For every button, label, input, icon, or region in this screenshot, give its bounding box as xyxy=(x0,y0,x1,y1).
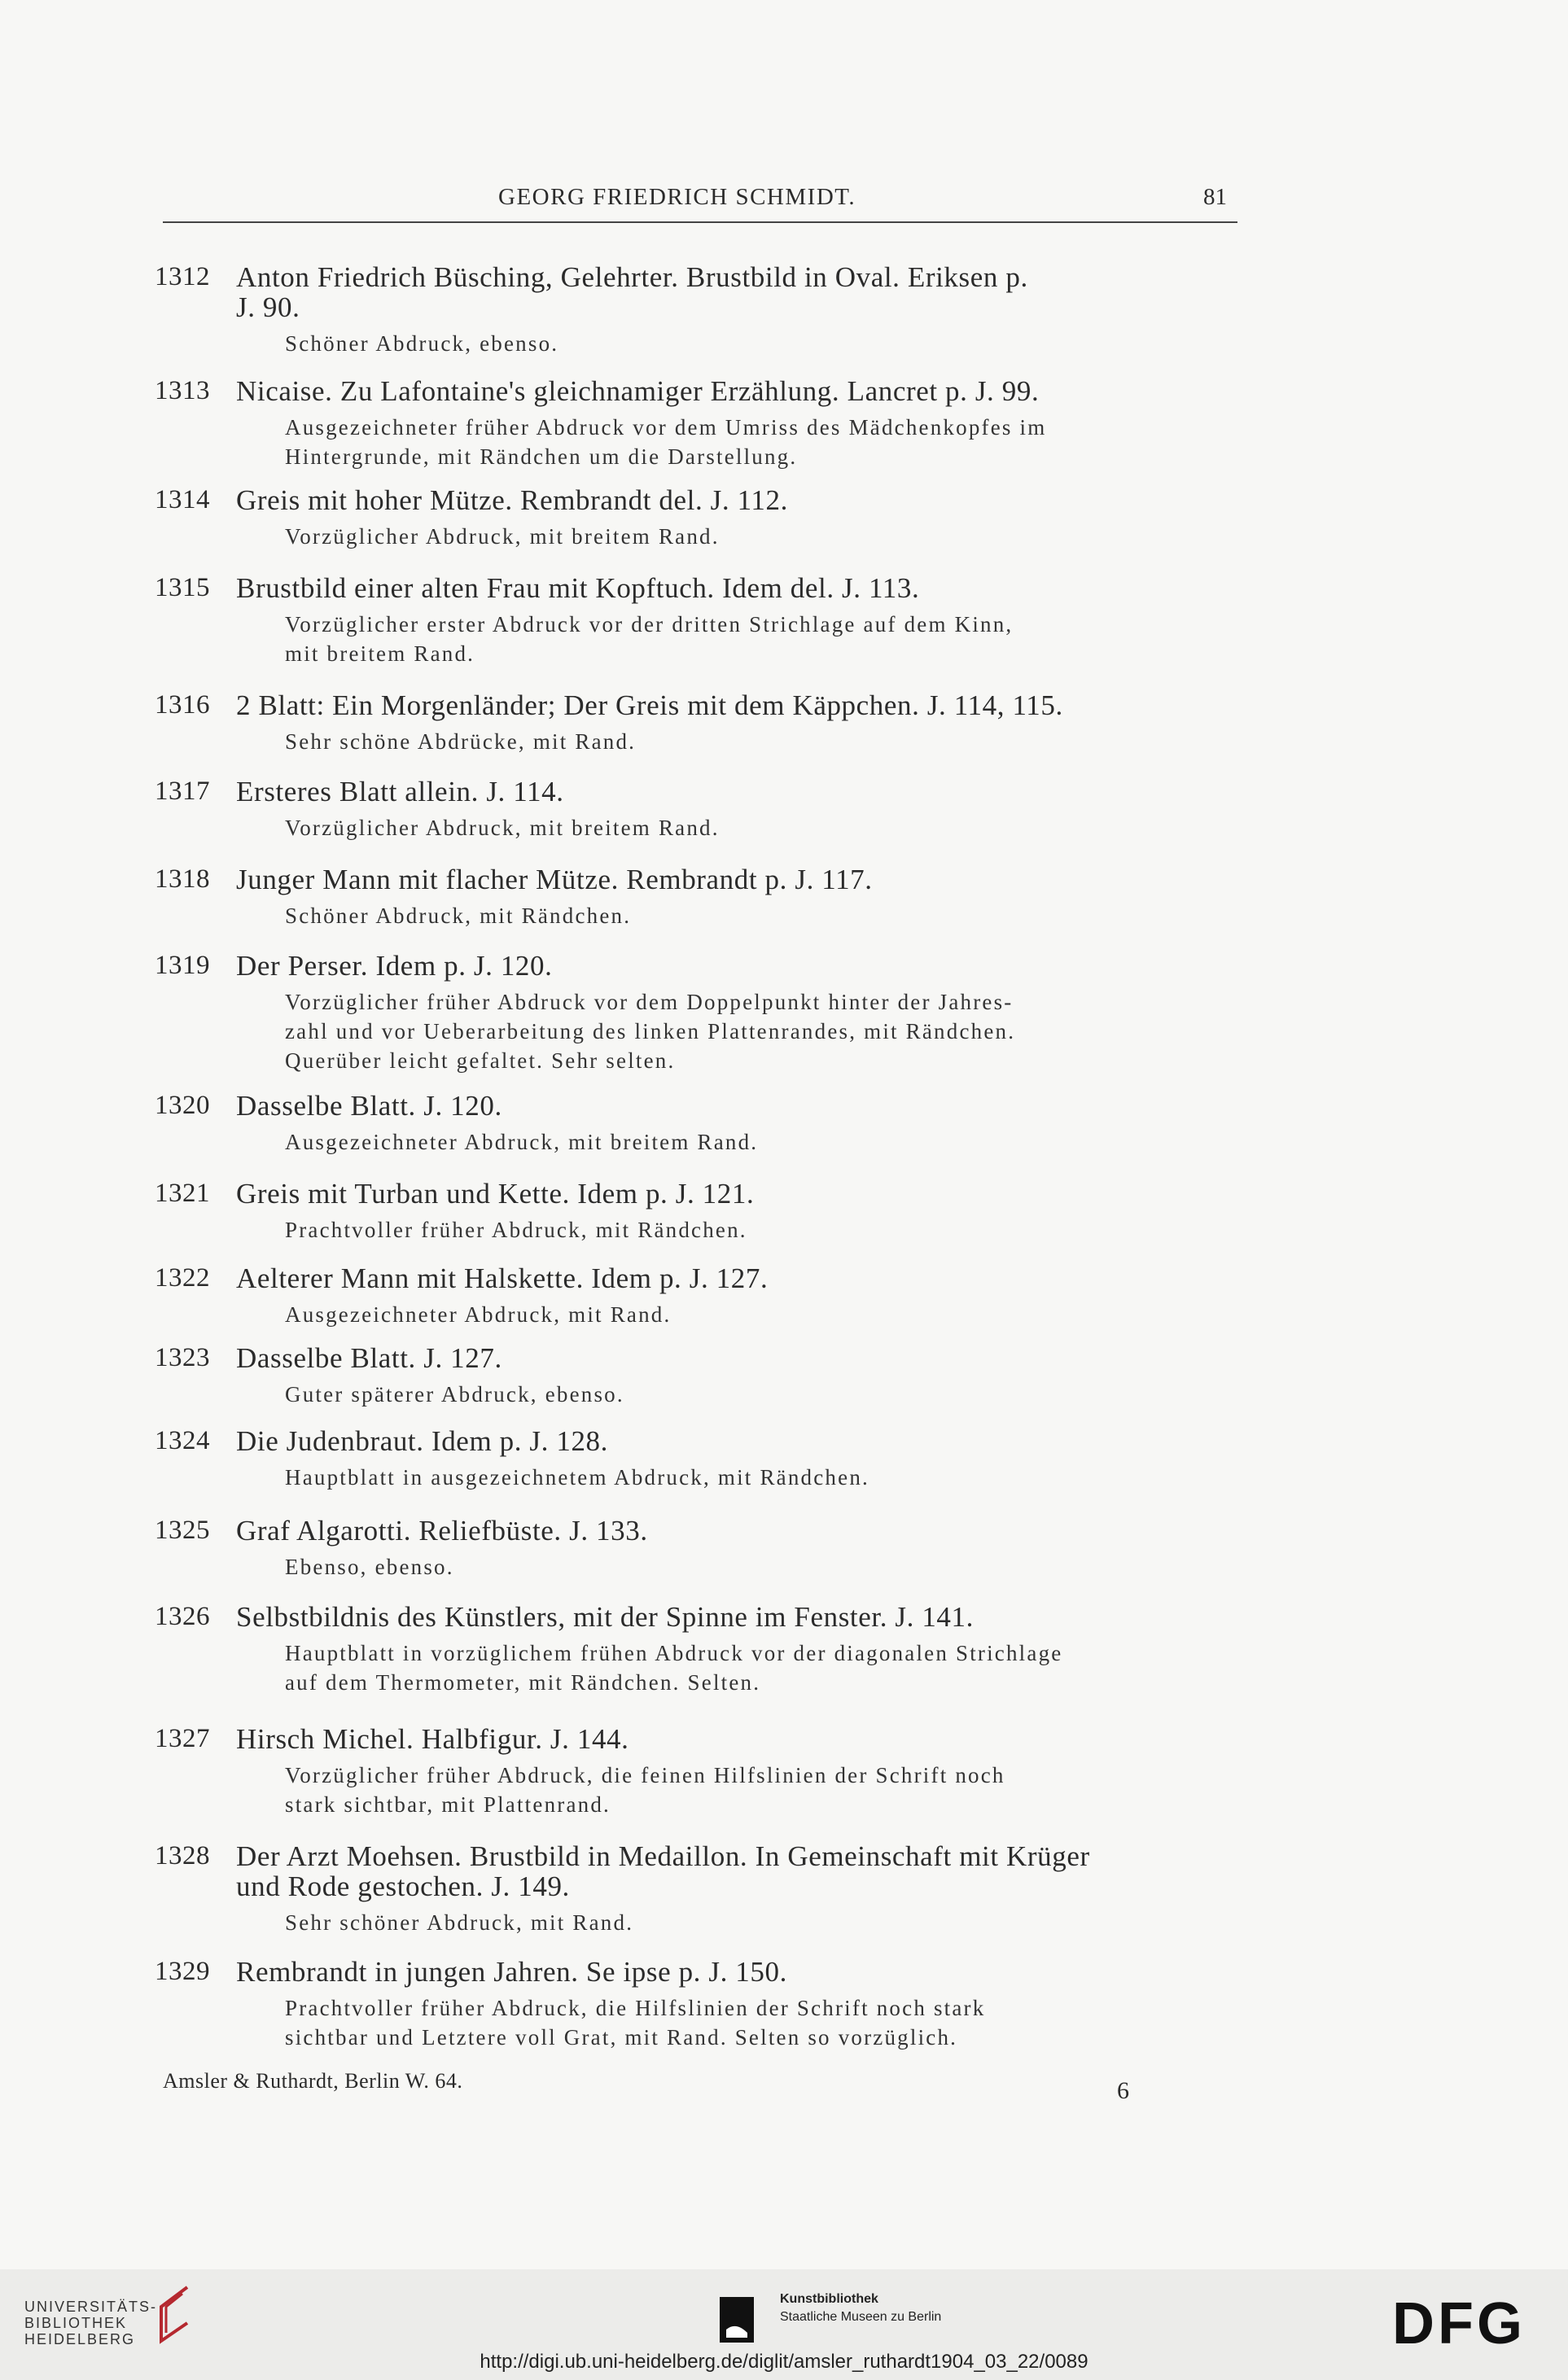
entry-title-line: Dasselbe Blatt. J. 120. xyxy=(236,1090,502,1122)
catalog-entry xyxy=(155,1602,1278,1697)
entry-note-line: zahl und vor Ueberarbeitung des linken Plattenrandes, mit Rändchen. xyxy=(285,1019,1016,1043)
entry-number: 1319 xyxy=(155,951,210,980)
entry-note xyxy=(285,413,1278,471)
entry-title-line: Ersteres Blatt allein. J. 114. xyxy=(236,776,564,807)
entry-title-line: Junger Mann mit flacher Mütze. Rembrandt p. J. 117. xyxy=(236,864,873,895)
entry-title-line: Greis mit Turban und Kette. Idem p. J. 121. xyxy=(236,1178,755,1210)
entry-note-line: Ausgezeichneter Abdruck, mit Rand. xyxy=(285,1302,672,1327)
entry-number: 1328 xyxy=(155,1841,210,1870)
kunstbibliothek-title: Kunstbibliothek xyxy=(780,2292,878,2306)
entry-note xyxy=(285,1127,1278,1157)
entry-title-line: Graf Algarotti. Reliefbüste. J. 133. xyxy=(236,1515,648,1547)
kunstbibliothek-logo-icon xyxy=(720,2297,754,2343)
catalog-entry xyxy=(155,573,1278,668)
page-number: 81 xyxy=(1203,184,1227,210)
entry-note-line: Sehr schöne Abdrücke, mit Rand. xyxy=(285,729,637,754)
entry-note xyxy=(285,1638,1278,1697)
entry-number: 1321 xyxy=(155,1179,210,1208)
catalog-entry xyxy=(155,1091,1278,1157)
catalog-entry xyxy=(155,777,1278,842)
catalog-entry xyxy=(155,690,1278,756)
entry-note xyxy=(285,1908,1278,1937)
entry-title-line: Dasselbe Blatt. J. 127. xyxy=(236,1342,502,1374)
entry-note-line: Prachtvoller früher Abdruck, die Hilfslinien der Schrift noch stark xyxy=(285,1996,986,2020)
entry-note xyxy=(285,1215,1278,1245)
entry-title-line: 2 Blatt: Ein Morgenländer; Der Greis mit dem Käppchen. J. 114, 115. xyxy=(236,689,1063,721)
catalog-entry xyxy=(155,376,1278,471)
catalog-entry xyxy=(155,1516,1278,1582)
entry-title-line: Hirsch Michel. Halbfigur. J. 144. xyxy=(236,1723,629,1755)
entry-note-line: mit breitem Rand. xyxy=(285,641,475,666)
permalink-url[interactable]: http://digi.ub.uni-heidelberg.de/diglit/amsler_ruthardt1904_03_22/0089 xyxy=(480,2351,1088,2373)
entry-note xyxy=(285,813,1278,842)
catalog-entry xyxy=(155,262,1278,358)
entry-note-line: Sehr schöner Abdruck, mit Rand. xyxy=(285,1910,634,1935)
entry-note-line: Vorzüglicher Abdruck, mit breitem Rand. xyxy=(285,524,720,549)
entry-number: 1322 xyxy=(155,1263,210,1293)
entry-number: 1326 xyxy=(155,1602,210,1631)
running-header xyxy=(0,179,1568,212)
signature-mark: 6 xyxy=(1117,2077,1129,2104)
entry-number: 1327 xyxy=(155,1724,210,1753)
entry-note-line: Hauptblatt in vorzüglichem frühen Abdruck vor der diagonalen Strichlage xyxy=(285,1641,1063,1665)
entry-note xyxy=(285,1993,1278,2052)
entry-note xyxy=(285,522,1278,551)
entry-note-line: Vorzüglicher früher Abdruck, die feinen Hilfslinien der Schrift noch xyxy=(285,1763,1005,1787)
entry-title-line: Selbstbildnis des Künstlers, mit der Spinne im Fenster. J. 141. xyxy=(236,1601,974,1633)
university-line-1: UNIVERSITÄTS- xyxy=(24,2299,158,2315)
entry-number: 1320 xyxy=(155,1091,210,1120)
entry-note-line: auf dem Thermometer, mit Rändchen. Selten. xyxy=(285,1670,761,1695)
header-title: GEORG FRIEDRICH SCHMIDT. xyxy=(498,184,856,210)
entry-note xyxy=(285,901,1278,930)
entry-number: 1316 xyxy=(155,690,210,720)
entry-note xyxy=(285,1300,1278,1329)
entry-title-line: Die Judenbraut. Idem p. J. 128. xyxy=(236,1425,608,1457)
entry-note-line: Guter späterer Abdruck, ebenso. xyxy=(285,1382,624,1407)
entry-title-line: J. 90. xyxy=(236,291,300,323)
entry-note xyxy=(285,1761,1278,1819)
catalog-entry xyxy=(155,485,1278,551)
catalog-entry xyxy=(155,1957,1278,2052)
entry-title-line: Der Perser. Idem p. J. 120. xyxy=(236,950,553,982)
entry-title-line: Brustbild einer alten Frau mit Kopftuch. Idem del. J. 113. xyxy=(236,572,920,604)
catalog-entry xyxy=(155,1841,1278,1937)
entry-note xyxy=(285,1552,1278,1582)
entry-number: 1315 xyxy=(155,573,210,602)
university-line-3: HEIDELBERG xyxy=(24,2331,136,2347)
entry-number: 1317 xyxy=(155,777,210,806)
catalog-entry xyxy=(155,1426,1278,1492)
entry-note-line: Vorzüglicher erster Abdruck vor der dritten Strichlage auf dem Kinn, xyxy=(285,612,1014,637)
entry-number: 1324 xyxy=(155,1426,210,1455)
entry-note xyxy=(285,987,1278,1075)
entry-note-line: Hauptblatt in ausgezeichnetem Abdruck, mit Rändchen. xyxy=(285,1465,869,1490)
entry-note xyxy=(285,1380,1278,1409)
dfg-logo: DFG xyxy=(1392,2291,1526,2356)
catalog-entry xyxy=(155,864,1278,930)
entry-note-line: Ausgezeichneter Abdruck, mit breitem Rand. xyxy=(285,1130,759,1154)
header-rule xyxy=(163,221,1237,223)
entry-note-line: Hintergrunde, mit Rändchen um die Darstellung. xyxy=(285,444,798,469)
catalog-entry xyxy=(155,1724,1278,1819)
entry-number: 1318 xyxy=(155,864,210,894)
catalog-entry xyxy=(155,1263,1278,1329)
entry-title-line: und Rode gestochen. J. 149. xyxy=(236,1870,570,1902)
university-library-text xyxy=(24,2299,157,2347)
catalog-entry xyxy=(155,1179,1278,1245)
entry-note xyxy=(285,1463,1278,1492)
entry-note-line: Schöner Abdruck, ebenso. xyxy=(285,331,559,356)
entry-title-line: Rembrandt in jungen Jahren. Se ipse p. J. 150. xyxy=(236,1956,787,1988)
entry-note xyxy=(285,610,1278,668)
entry-title-line: Greis mit hoher Mütze. Rembrandt del. J. 112. xyxy=(236,484,788,516)
entry-number: 1323 xyxy=(155,1343,210,1372)
entry-number: 1313 xyxy=(155,376,210,405)
entry-note-line: Schöner Abdruck, mit Rändchen. xyxy=(285,903,632,928)
entry-note-line: Querüber leicht gefaltet. Sehr selten. xyxy=(285,1048,676,1073)
catalog-entry xyxy=(155,951,1278,1075)
entry-number: 1325 xyxy=(155,1516,210,1545)
entry-note-line: Vorzüglicher früher Abdruck vor dem Doppelpunkt hinter der Jahres- xyxy=(285,990,1014,1014)
entry-note-line: Ausgezeichneter früher Abdruck vor dem Umriss des Mädchenkopfes im xyxy=(285,415,1047,440)
entry-number: 1314 xyxy=(155,485,210,514)
entry-note xyxy=(285,329,1278,358)
entry-number: 1312 xyxy=(155,262,210,291)
kunstbibliothek-text xyxy=(780,2290,941,2326)
entry-note-line: Vorzüglicher Abdruck, mit breitem Rand. xyxy=(285,816,720,840)
entry-title-line: Nicaise. Zu Lafontaine's gleichnamiger Erzählung. Lancret p. J. 99. xyxy=(236,375,1040,407)
university-logo-icon xyxy=(147,2282,195,2346)
entry-note-line: Ebenso, ebenso. xyxy=(285,1555,454,1579)
digitization-banner xyxy=(0,2269,1568,2380)
entry-note-line: Prachtvoller früher Abdruck, mit Rändchen. xyxy=(285,1218,747,1242)
entry-title-line: Aelterer Mann mit Halskette. Idem p. J. 127. xyxy=(236,1262,769,1294)
catalog-entry xyxy=(155,1343,1278,1409)
entry-title-line: Anton Friedrich Büsching, Gelehrter. Brustbild in Oval. Eriksen p. xyxy=(236,261,1028,293)
entry-title-line: Der Arzt Moehsen. Brustbild in Medaillon. In Gemeinschaft mit Krüger xyxy=(236,1840,1090,1872)
publisher-imprint: Amsler & Ruthardt, Berlin W. 64. xyxy=(163,2069,463,2093)
entry-note-line: stark sichtbar, mit Plattenrand. xyxy=(285,1792,611,1817)
museen-subtitle: Staatliche Museen zu Berlin xyxy=(780,2310,942,2324)
university-line-2: BIBLIOTHEK xyxy=(24,2315,128,2331)
entry-number: 1329 xyxy=(155,1957,210,1986)
entry-note-line: sichtbar und Letztere voll Grat, mit Rand. Selten so vorzüglich. xyxy=(285,2025,958,2050)
entry-note xyxy=(285,727,1278,756)
